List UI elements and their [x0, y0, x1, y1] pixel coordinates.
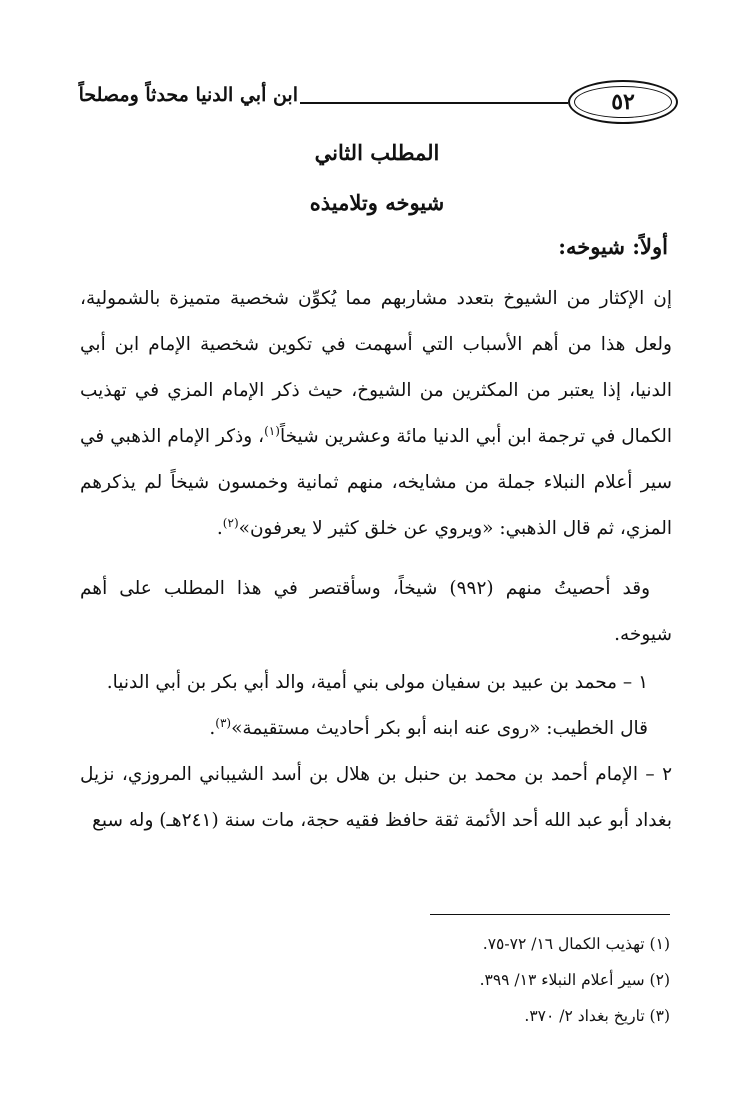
footnote-2: (٢) سير أعلام النبلاء ١٣/ ٣٩٩. [479, 971, 670, 989]
footnotes [480, 926, 670, 1034]
footnote-3: (٣) تاريخ بغداد ٢/ ٣٧٠. [524, 1007, 670, 1025]
section-subtitle: شيوخه وتلاميذه [309, 190, 445, 215]
page-header [0, 76, 754, 136]
section-title: المطلب الثاني [314, 140, 440, 165]
subheading: أولاً: شيوخه: [558, 234, 668, 259]
quote-end: . [209, 718, 216, 739]
paragraph-1-text-a: إن الإكثار من الشيوخ بتعدد مشاربهم مما يُكوِّن شخصية متميزة بالشمولية، ولعل هذا من أهم الأسباب التي أسهمت في تكوين شخصية الإمام ابن أبي الدنيا، إذا يعتبر من المكثرين من الشيوخ، حيث ذكر الإمام المزي في تهذيب الكمال في ترجمة ابن أبي الدنيا مائة وعشرين شيخاً [80, 288, 672, 447]
list-item-1-quote [80, 706, 648, 752]
paragraph-1-text-b: ، وذكر الإمام الذهبي في سير أعلام النبلاء جملة من مشايخه، منهم ثمانية وخمسون شيخاً لم يذكرهم المزي، ثم قال الذهبي: «ويروي عن خلق كثير لا يعرفون» [80, 426, 672, 539]
page-number: ٥٢ [611, 89, 635, 115]
paragraph-2: وقد أحصيتُ منهم (٩٩٢) شيخاً، وسأقتصر في هذا المطلب على أهم شيوخه. [80, 578, 672, 645]
page-number-oval [568, 80, 678, 124]
footnote-ref-3[interactable]: (٣) [215, 715, 232, 730]
paragraph-1 [80, 276, 672, 552]
list-item-1: ١ – محمد بن عبيد بن سفيان مولى بني أمية، والد أبي بكر بن أبي الدنيا. [106, 672, 648, 693]
quote-text: قال الخطيب: «روى عنه ابنه أبو بكر أحاديث مستقيمة» [231, 718, 648, 739]
footnote-ref-1[interactable]: (١) [264, 423, 280, 438]
footnote-1: (١) تهذيب الكمال ١٦/ ٧٢-٧٥. [482, 935, 670, 953]
header-rule [300, 102, 568, 104]
running-title: ابن أبي الدنيا محدثاً ومصلحاً [78, 84, 298, 106]
footnote-separator [430, 914, 670, 915]
paragraph-1-text-end: . [216, 518, 223, 539]
footnote-ref-2[interactable]: (٢) [222, 515, 239, 530]
list-item-2: ٢ – الإمام أحمد بن محمد بن حنبل بن هلال بن أسد الشيباني المروزي، نزيل بغداد أبو عبد الله أحد الأئمة ثقة حافظ فقيه حجة، مات سنة (٢٤١هـ) وله سبع [80, 764, 672, 831]
